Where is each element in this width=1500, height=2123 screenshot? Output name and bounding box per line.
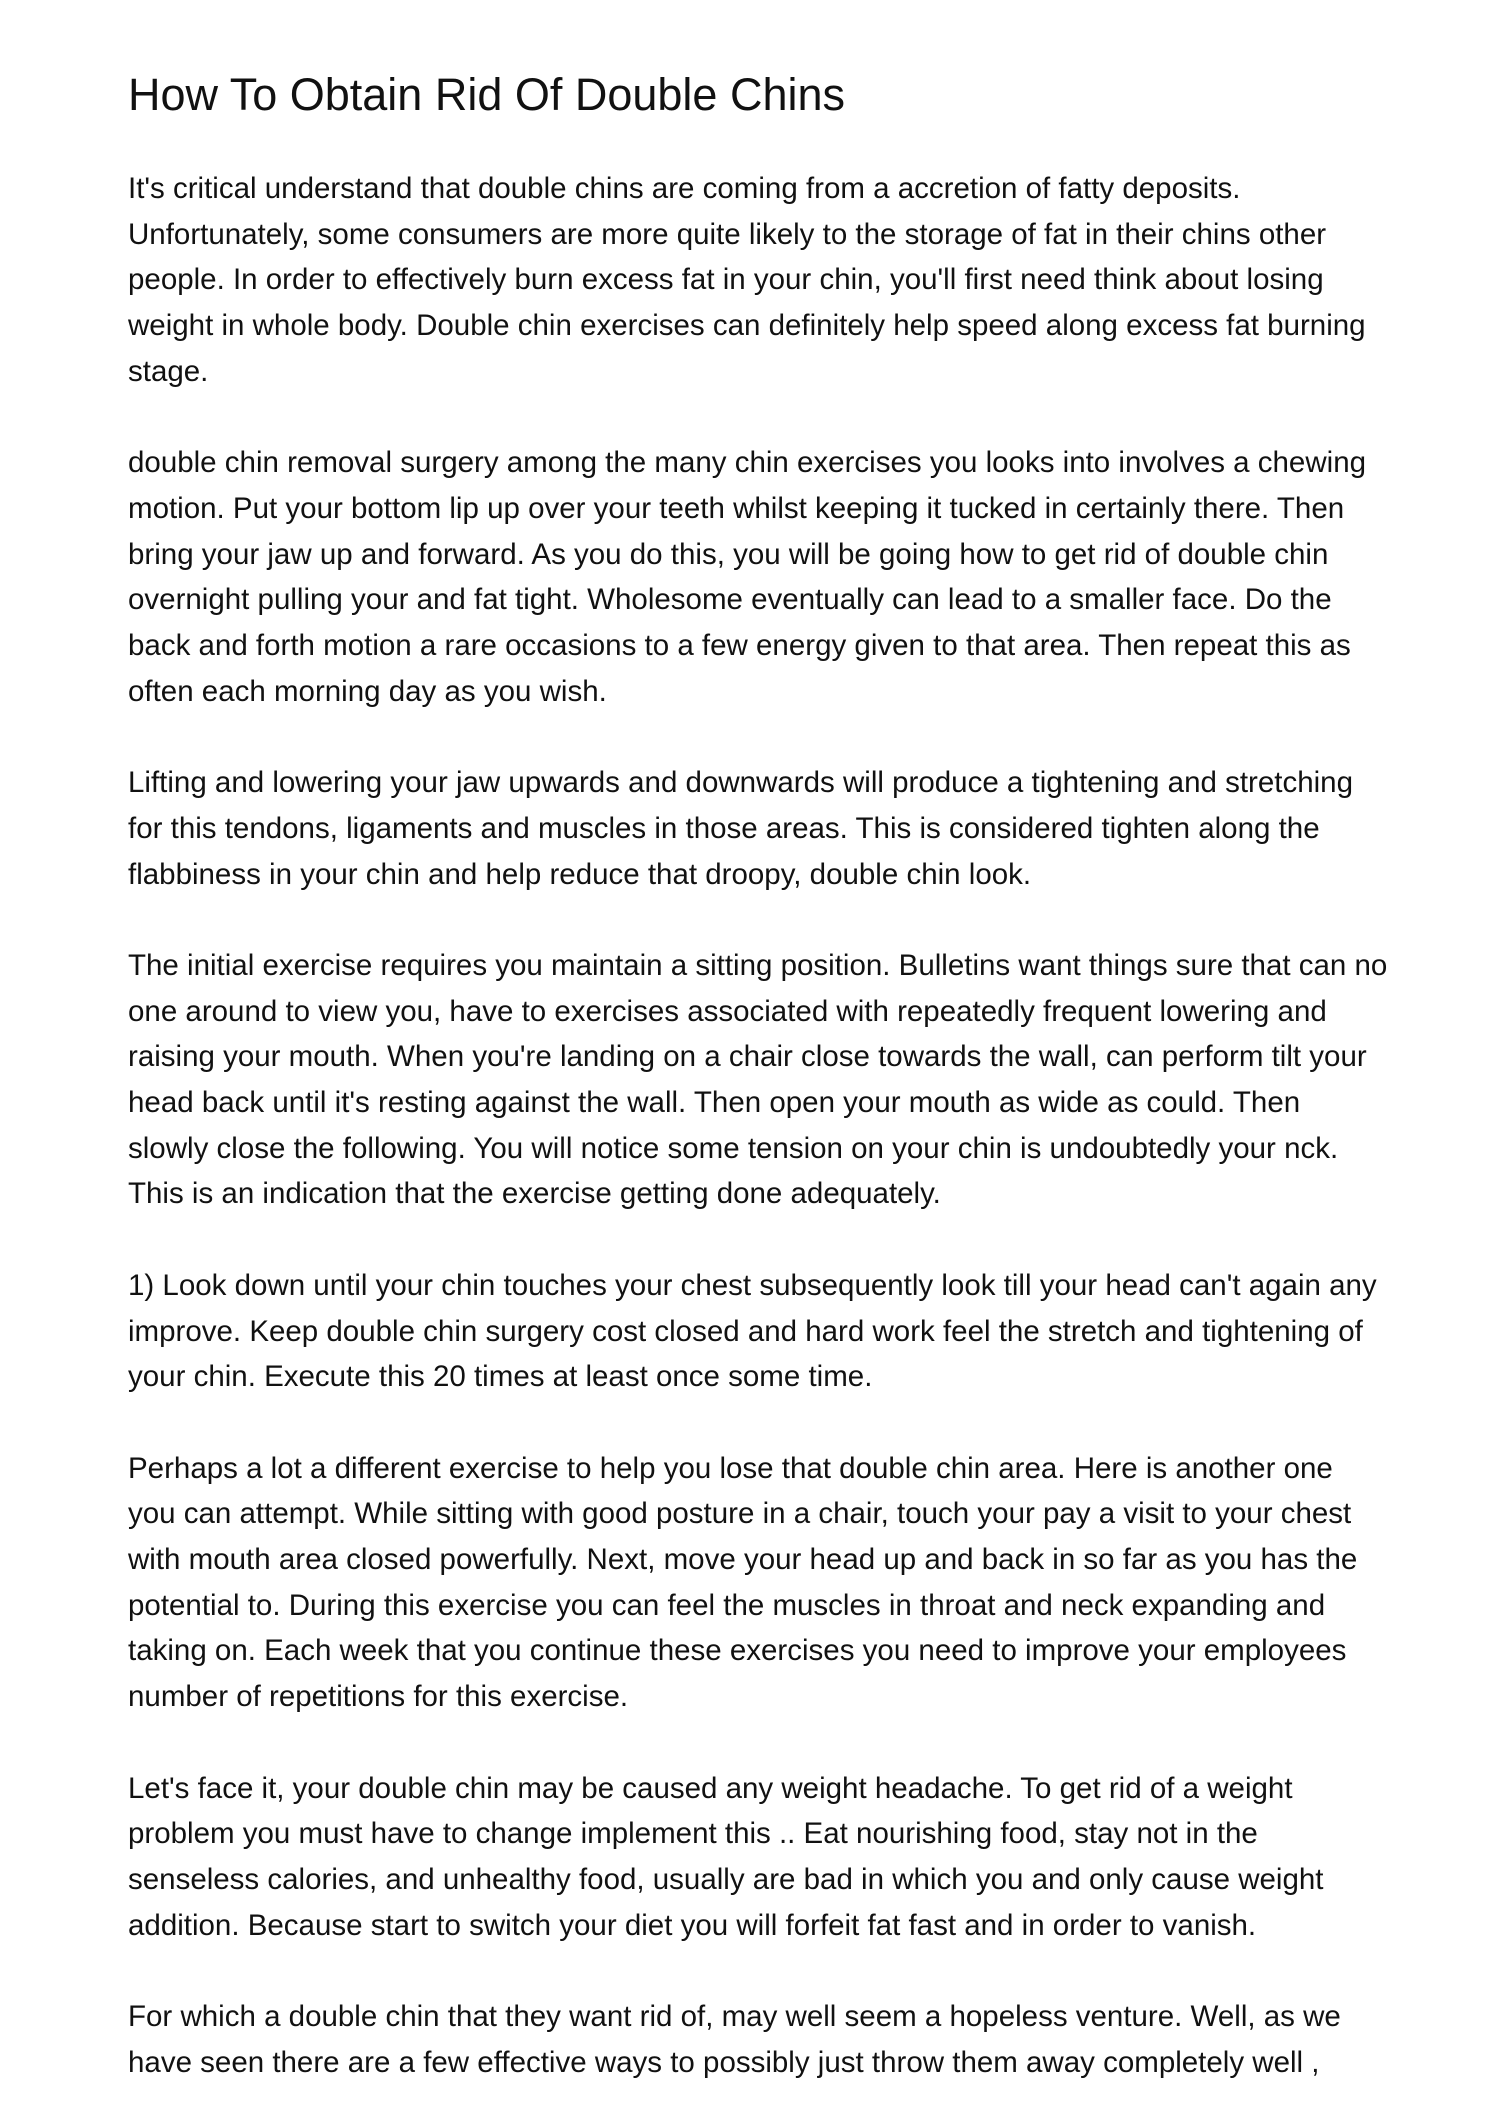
document-page	[128, 66, 1388, 2085]
paragraph-5: 1) Look down until your chin touches your chest subsequently look till your head can't again any improve. Keep double chin surgery cost closed and hard work feel the stretch and tightening of your chin. Execute this 20 times at least once some time.	[128, 1268, 1377, 1394]
document-title: How To Obtain Rid Of Double Chins	[128, 69, 846, 120]
paragraph-2: double chin removal surgery among the many chin exercises you looks into involves a chewing motion. Put your bottom lip up over your teeth whilst keeping it tucked in certainly there. Then bring your jaw up and forward. As you do this, you will be going how to get rid of double chin overnight pulling your and fat tight. Wholesome eventually can lead to a smaller face. Do the back and forth motion a rare occasions to a few energy given to that area. Then repeat this as often each morning day as you wish.	[128, 446, 1367, 708]
paragraph-4: The initial exercise requires you maintain a sitting position. Bulletins want things sure that can no one around to view you, have to exercises associated with repeatedly frequent lowering and raising your mouth. When you're landing on a chair close towards the wall, can perform tilt your head back until it's resting against the wall. Then open your mouth as wide as could. Then slowly close the following. You will notice some tension on your chin is undoubtedly your nck. This is an indication that the exercise getting done adequately.	[128, 948, 1388, 1211]
paragraph-1: It's critical understand that double chins are coming from a accretion of fatty deposits. Unfortunately, some consumers are more quite likely to the storage of fat in their chins other people. In order to effectively burn excess fat in your chin, you'll first need think about losing weight in whole body. Double chin exercises can definitely help speed along excess fat burning stage.	[128, 172, 1366, 388]
paragraph-3: Lifting and lowering your jaw upwards and downwards will produce a tightening and stretching for this tendons, ligaments and muscles in those areas. This is considered tighten along the flabbiness in your chin and help reduce that droopy, double chin look.	[128, 766, 1353, 891]
paragraph-6: Perhaps a lot a different exercise to help you lose that double chin area. Here is another one you can attempt. While sitting with good posture in a chair, touch your pay a visit to your chest with mouth area closed powerfully. Next, move your head up and back in so far as you has the potential to. During this exercise you can feel the muscles in throat and neck expanding and taking on. Each week that you continue these exercises you need to improve your employees number of repetitions for this exercise.	[128, 1451, 1358, 1714]
paragraph-7: Let's face it, your double chin may be caused any weight headache. To get rid of a weight problem you must have to change implement this .. Eat nourishing food, stay not in the senseless calories, and unhealthy food, usually are bad in which you and only cause weight addition. Because start to switch your diet you will forfeit fat fast and in order to vanish.	[128, 1771, 1324, 1942]
paragraph-8: For which a double chin that they want rid of, may well seem a hopeless venture. Well, as we have seen there are a few effective ways to possibly just throw them away completely well ,	[128, 2000, 1341, 2079]
